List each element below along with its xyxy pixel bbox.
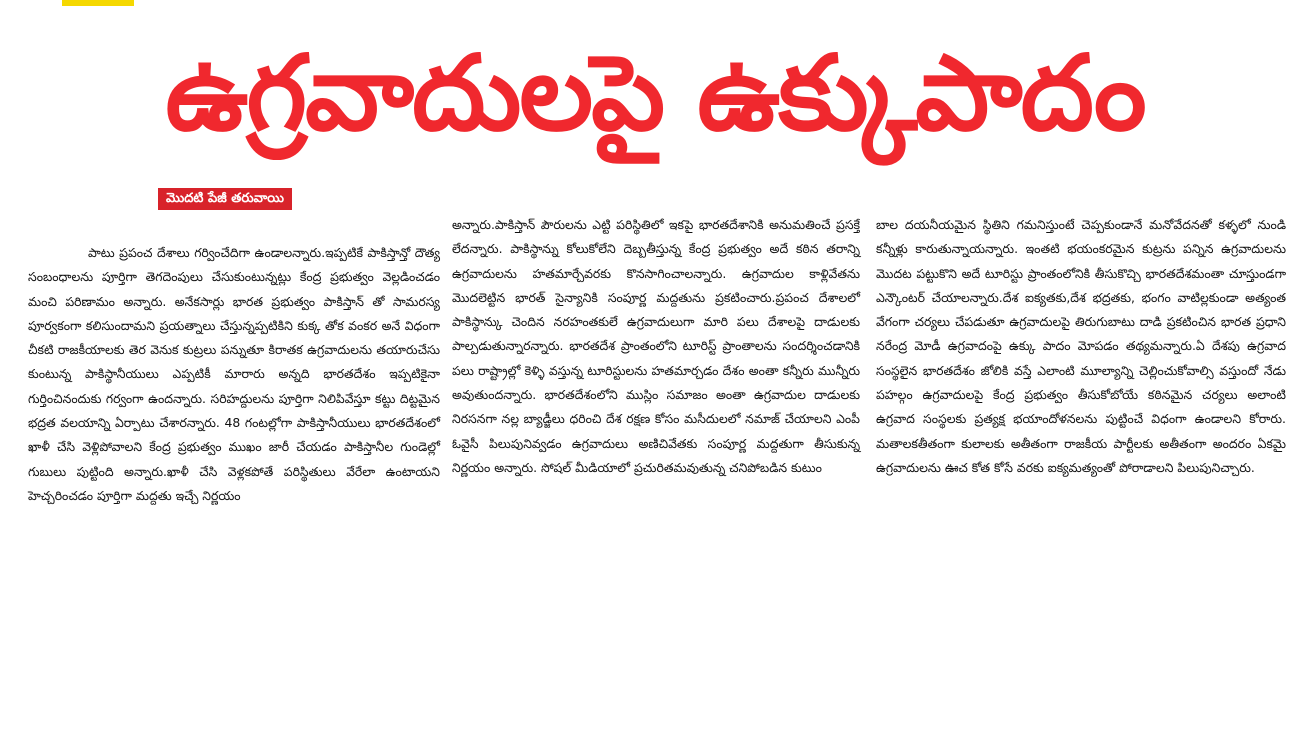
article-column-2: [452, 213, 860, 480]
corner-accent-bar: [62, 0, 134, 6]
headline: ఉగ్రవాదులపై ఉక్కుపాదం: [165, 32, 1145, 154]
column-2-text: అన్నారు.పాకిస్తాన్ పౌరులను ఎట్టి పరిస్థితిలో ఇకపై భారతదేశానికి అనుమతించే ప్రసక్తే లేదన్నారు. పాకిస్థాన్ను కోలుకోలేని దెబ్బతీస్తున్న కేంద్ర ప్రభుత్వం అదే కఠిన తరాన్ని ఉగ్రవాదులను హతమార్చేవరకు కొనసాగించాలన్నారు. ఉగ్రవాదుల కాళ్లివేతను మొదలెట్టిన భారత్ సైన్యానికి సంపూర్ణ మద్దతును ప్రకటించారు.ప్రపంచ దేశాలలో పాకిస్థాన్కు చెందిన నరహంతకులే ఉగ్రవాదులుగా మారి పలు దేశాలపై దాడులకు పాల్పడుతున్నారన్నారు. భారతదేశ ప్రాంతంలోని టూరిస్ట్ ప్రాంతాలను సందర్శించడానికి పలు రాష్ట్రాల్లో కెళ్ళి వస్తున్న టూరిస్టులను హతమార్చడం దేశం అంతా కన్నీరు మున్నీరు అవుతుందన్నారు. భారతదేశంలోని ముస్లిం సమాజం అంతా ఉగ్రవాదుల దాడులకు నిరసనగా నల్ల బ్యాడ్జీలు ధరించి దేశ రక్షణ కోసం మసీదులలో నమాజ్ చేయాలని ఎంపీ ఓవైసీ పిలుపునివ్వడం ఉగ్రవాదులు అణిచివేతకు సంపూర్ణ మద్దతుగా తీసుకున్న నిర్ణయం అన్నారు. సోషల్ మీడియాలో ప్రచురితమవుతున్న చనిపోబడిన కుటుం: [452, 217, 860, 475]
continuation-label: మొదటి పేజీ తరువాయి: [158, 188, 292, 210]
column-3-text: బాల దయనీయమైన స్థితిని గమనిస్తుంటే చెప్పకుండానే మనోవేదనతో కళ్ళలో నుండి కన్నీళ్లు కారుతున్నాయన్నారు. ఇంతటి భయంకరమైన కుట్రను పన్నిన ఉగ్రవాదులను మొదట పట్టుకొని అదే టూరిస్టు ప్రాంతంలోనికి తీసుకొచ్చి భారతదేశమంతా చూస్తుండగా ఎన్కౌంటర్ చేయాలన్నారు.దేశ ఐక్యతకు,దేశ భద్రతకు, భంగం వాటిల్లకుండా అత్యంత వేగంగా చర్యలు చేపడుతూ ఉగ్రవాదులపై తిరుగుబాటు దాడి ప్రకటించిన భారత ప్రధాని నరేంద్ర మోడీ ఉగ్రవాదంపై ఉక్కు పాదం మోపడం తథ్యమన్నారు.ఏ దేశపు ఉగ్రవాద సంస్థలైన భారతదేశం జోలికి వస్తే ఎలాంటి మూల్యాన్ని చెల్లించుకోవాల్సి వస్తుందో నేడు పహల్గం ఉగ్రవాదులపై కేంద్ర ప్రభుత్వం తీసుకోబోయే కఠినమైన చర్యలు అలాంటి ఉగ్రవాద సంస్థలకు ప్రత్యక్ష భయాందోళనలను పుట్టించే విధంగా ఉండాలని కోరారు. మతాలకతీతంగా కులాలకు అతీతంగా రాజకీయ పార్టీలకు అతీతంగా అందరం ఏకమై ఉగ్రవాదులను ఊచ కోత కోసే వరకు ఐక్యమత్యంతో పోరాడాలని పిలుపునిచ్చారు.: [876, 217, 1286, 475]
article-column-1: [28, 241, 440, 508]
column-1-text: పాటు ప్రపంచ దేశాలు గర్వించేదిగా ఉండాలన్నారు.ఇప్పటికే పాకిస్తాన్తో దౌత్య సంబంధాలను పూర్తిగా తెగదెంపులు చేసుకుంటున్నట్లు కేంద్ర ప్రభుత్వం వెల్లడించడం మంచి పరిణామం అన్నారు. అనేకసార్లు భారత ప్రభుత్వం పాకిస్తాన్ తో సామరస్య పూర్వకంగా కలిసుందామని ప్రయత్నాలు చేస్తున్నప్పటికిని కుక్క తోక వంకర అనే విధంగా చీకటి రాజకీయాలకు తెర వెనుక కుట్రలు పన్నుతూ కిరాతక ఉగ్రవాదులను తయారుచేసు కుంటున్న పాకిస్థానీయులు ఎప్పటికీ మారారు అన్నది భారతదేశం ఇప్పటికైనా గుర్తించినందుకు గర్వంగా ఉందన్నారు. సరిహద్దులను పూర్తిగా నిలిపివేస్తూ కట్టు దిట్టమైన భద్రత వలయాన్ని ఏర్పాటు చేశారన్నారు. 48 గంటల్లోగా పాకిస్తానీయులు భారతదేశంలో ఖాళీ చేసి వెళ్లిపోవాలని కేంద్ర ప్రభుత్వం ముఖం జారీ చేయడం పాకిస్తానీల గుండెల్లో గుబులు పుట్టింది అన్నారు.ఖాళీ చేసి వెళ్లకపోతే పరిస్థితులు వేరేలా ఉంటాయని హెచ్చరించడం పూర్తిగా మద్దతు ఇచ్చే నిర్ణయం: [28, 245, 440, 503]
article-column-3: [876, 213, 1286, 480]
